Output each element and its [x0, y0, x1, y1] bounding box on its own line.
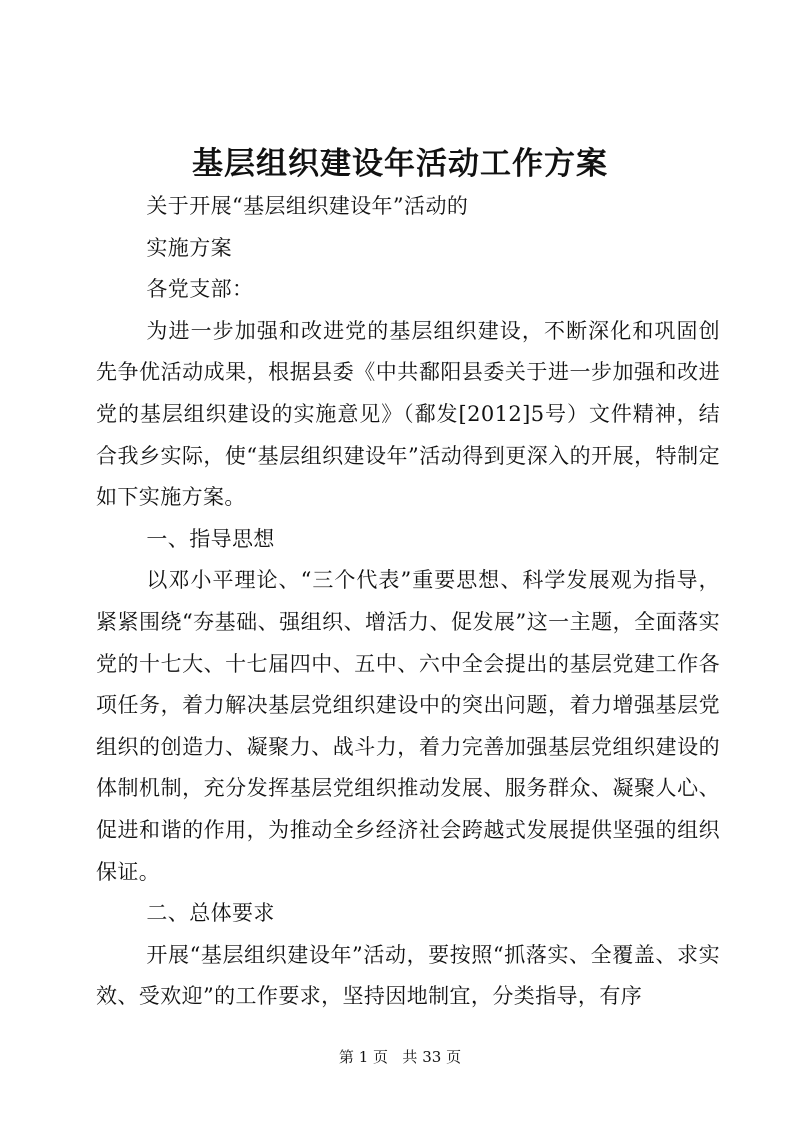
document-title: 基层组织建设年活动工作方案 [192, 146, 608, 182]
footer-page-unit: 页 [373, 1048, 389, 1066]
footer-total-label: 共 [402, 1048, 418, 1066]
section-heading-general-requirements: 二、总体要求 [146, 901, 275, 926]
footer-total-pages: 33 [422, 1048, 442, 1066]
general-requirements-paragraph: 开展“基层组织建设年”活动，要按照“抓落实、全覆盖、求实效、受欢迎”的工作要求，坚持因地制宜，分类指导，有序 [96, 942, 720, 1009]
salutation: 各党支部： [146, 277, 254, 302]
subtitle-line-1: 关于开展“基层组织建设年”活动的 [146, 194, 469, 218]
document-body [96, 186, 720, 1018]
footer-total-unit: 页 [446, 1048, 462, 1066]
footer-page-number: 1 [358, 1048, 369, 1066]
subtitle-line-2: 实施方案 [146, 235, 232, 260]
intro-paragraph: 为进一步加强和改进党的基层组织建设，不断深化和巩固创先争优活动成果，根据县委《中共鄱阳县委关于进一步加强和改进党的基层组织建设的实施意见》（鄱发[2012]5号）文件精神，结合我乡实际，使“基层组织建设年”活动得到更深入的开展，特制定如下实施方案。 [96, 318, 720, 510]
footer-page-label: 第 [338, 1048, 354, 1066]
guiding-ideology-paragraph: 以邓小平理论、“三个代表”重要思想、科学发展观为指导，紧紧围绕“夯基础、强组织、增活力、促发展”这一主题，全面落实党的十七大、十七届四中、五中、六中全会提出的基层党建工作各项任务，着力解决基层党组织建设中的突出问题，着力增强基层党组织的创造力、凝聚力、战斗力，着力完善加强基层党组织建设的体制机制，充分发挥基层党组织推动发展、服务群众、凝聚人心、促进和谐的作用，为推动全乡经济社会跨越式发展提供坚强的组织保证。 [96, 568, 720, 884]
page-footer [0, 1047, 800, 1067]
section-heading-guiding-ideology: 一、指导思想 [146, 526, 275, 551]
